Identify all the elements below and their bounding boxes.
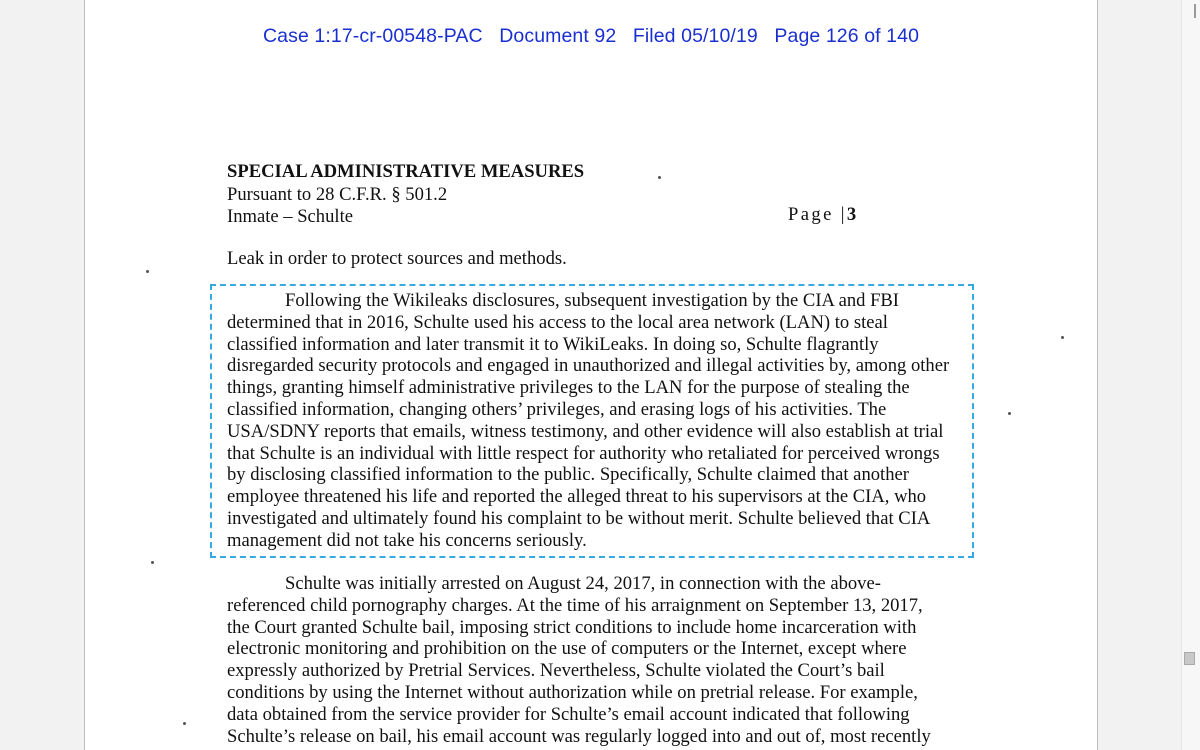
- scrollbar-thumb[interactable]: [1184, 652, 1195, 665]
- paragraph-line: determined that in 2016, Schulte used his access to the local area network (LAN) to steal: [227, 311, 888, 333]
- paragraph-highlighted: [227, 290, 962, 552]
- vertical-scrollbar[interactable]: [1181, 0, 1200, 750]
- paragraph-line: Following the Wikileaks disclosures, subsequent investigation by the CIA and FBI: [285, 290, 900, 311]
- scan-speck: [146, 270, 149, 273]
- header-pursuant-line: Pursuant to 28 C.F.R. § 501.2: [227, 184, 448, 205]
- paragraph-line: expressly authorized by Pretrial Services. Nevertheless, Schulte violated the Court’s bail: [227, 660, 885, 682]
- scan-speck: [183, 722, 186, 725]
- header-title: SPECIAL ADMINISTRATIVE MEASURES: [227, 161, 585, 182]
- paragraph-line: electronic monitoring and prohibition on the use of computers or the Internet, except where: [227, 638, 907, 660]
- paragraph-line: Schulte was initially arrested on August 24, 2017, in connection with the above-: [285, 573, 881, 594]
- paragraph-line: classified information and later transmit it to WikiLeaks. In doing so, Schulte flagrantly: [227, 333, 879, 355]
- paragraph-line: by disclosing classified information to the public. Specifically, Schulte claimed that another: [227, 464, 909, 486]
- header-inmate-line: Inmate – Schulte: [227, 206, 353, 227]
- document-page: [84, 0, 1098, 750]
- page-number-value: 3: [846, 204, 857, 225]
- paragraph-line: data obtained from the service provider for Schulte’s email account indicated that following: [227, 703, 910, 725]
- paragraph-line: Schulte’s release on bail, his email account was regularly logged into and out of, most recently: [227, 725, 931, 747]
- paragraph-line: that Schulte is an individual with little respect for authority who retaliated for perceived wrongs: [227, 442, 940, 464]
- paragraph-line: referenced child pornography charges. At the time of his arraignment on September 13, 2017,: [227, 594, 923, 616]
- scrollbar-track-mark: [1194, 4, 1196, 18]
- page-number: [788, 204, 856, 226]
- court-filing-stamp: Case 1:17-cr-00548-PAC Document 92 Filed 05/10/19 Page 126 of 140: [262, 25, 920, 47]
- scan-speck: [151, 561, 154, 564]
- paragraph-line: classified information, changing others’ privileges, and erasing logs of his activities. The: [227, 398, 887, 420]
- paragraph-line: investigated and ultimately found his complaint to be without merit. Schulte believed that CIA: [227, 507, 931, 529]
- paragraph-arrest: [227, 573, 962, 747]
- paragraph-line: employee threatened his life and reported the alleged threat to his supervisors at the CIA, who: [227, 486, 927, 508]
- paragraph-line: USA/SDNY reports that emails, witness testimony, and other evidence will also establish at trial: [227, 420, 944, 442]
- continuation-line: Leak in order to protect sources and methods.: [227, 248, 567, 269]
- paragraph-line: things, granting himself administrative privileges to the LAN for the purpose of stealing the: [227, 377, 910, 399]
- scan-speck: [658, 176, 661, 179]
- paragraph-line: disregarded security protocols and engaged in unauthorized and illegal activities by, among other: [227, 355, 950, 377]
- scan-speck: [1061, 336, 1064, 339]
- paragraph-line: conditions by using the Internet without authorization while on pretrial release. For example,: [227, 681, 918, 703]
- page-number-label: Page |: [788, 204, 847, 225]
- paragraph-line: the Court granted Schulte bail, imposing strict conditions to include home incarceration with: [227, 616, 917, 638]
- scan-speck: [1008, 412, 1011, 415]
- paragraph-line: management did not take his concerns seriously.: [227, 529, 587, 551]
